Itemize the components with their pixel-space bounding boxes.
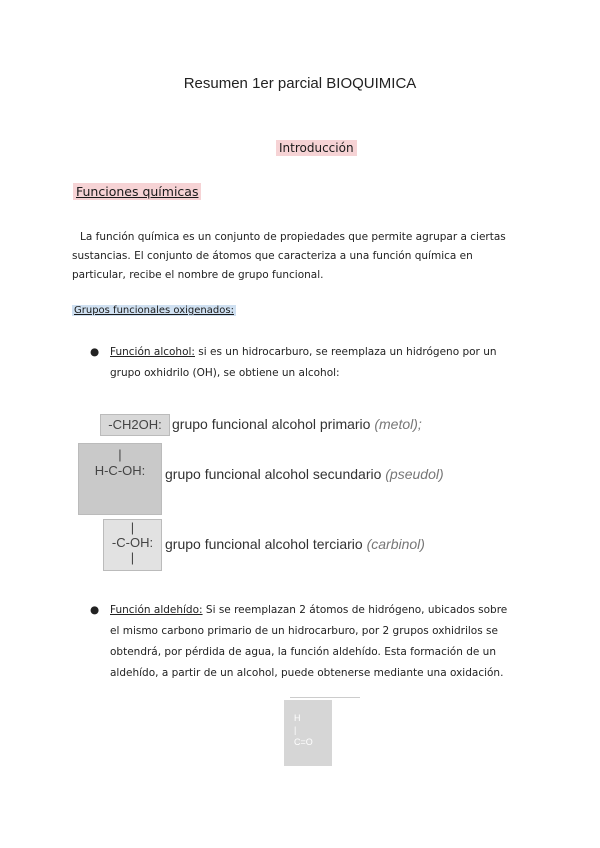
alcohol-label: Función alcohol: bbox=[110, 346, 195, 358]
aldehyde-text-1: Si se reemplazan 2 átomos de hidrógeno, ubicados sobre bbox=[202, 604, 508, 616]
figure-caption-line bbox=[290, 697, 360, 698]
subheading-oxygenated-groups: Grupos funcionales oxigenados: bbox=[74, 305, 234, 316]
caption-tertiary-name: (carbinol) bbox=[366, 536, 425, 552]
alcohol-text-1: si es un hidrocarburo, se reemplaza un hidrógeno por un bbox=[194, 346, 497, 358]
formula-tertiary-main: -C-OH: bbox=[111, 535, 154, 550]
caption-secondary-name: (pseudol) bbox=[385, 466, 444, 482]
aldehyde-figure-h: H bbox=[294, 713, 301, 723]
caption-secondary-text: grupo funcional alcohol secundario bbox=[165, 466, 386, 482]
aldehyde-text-4: aldehído, a partir de un alcohol, puede obtenerse mediante una oxidación. bbox=[110, 667, 504, 679]
aldehyde-figure bbox=[284, 700, 332, 766]
caption-primary-alcohol bbox=[172, 416, 422, 432]
formula-tertiary-alcohol bbox=[103, 519, 162, 571]
page-title: Resumen 1er parcial BIOQUIMICA bbox=[183, 75, 417, 92]
aldehyde-text-2: el mismo carbono primario de un hidrocarburo, por 2 grupos oxhidrilos se bbox=[110, 625, 498, 637]
intro-line-1: La función química es un conjunto de propiedades que permite agrupar a ciertas bbox=[80, 231, 506, 243]
caption-tertiary-text: grupo funcional alcohol terciario bbox=[165, 536, 367, 552]
formula-secondary-alcohol bbox=[78, 443, 162, 515]
intro-heading: Introducción bbox=[276, 140, 357, 156]
bullet-alcohol bbox=[90, 342, 530, 363]
alcohol-text-2: grupo oxhidrilo (OH), se obtiene un alcohol: bbox=[110, 367, 340, 379]
aldehyde-text-3: obtendrá, por pérdida de agua, la función aldehído. Esta formación de un bbox=[110, 646, 496, 658]
aldehyde-label: Función aldehído: bbox=[110, 604, 203, 616]
bullet-dot: ● bbox=[90, 346, 100, 358]
caption-primary-text: grupo funcional alcohol primario bbox=[172, 416, 375, 432]
caption-primary-name: (metol); bbox=[374, 416, 422, 432]
bullet-dot: ● bbox=[90, 604, 100, 616]
intro-line-2: sustancias. El conjunto de átomos que caracteriza a una función química en bbox=[72, 250, 473, 262]
formula-primary-alcohol: -CH2OH: bbox=[100, 414, 170, 436]
bullet-aldehyde bbox=[90, 600, 530, 621]
formula-secondary-bond: | bbox=[118, 447, 122, 462]
formula-tertiary-bond-top: | bbox=[130, 520, 135, 535]
section-heading: Funciones químicas bbox=[73, 183, 201, 200]
aldehyde-figure-co: C=O bbox=[294, 737, 313, 747]
formula-secondary-main: H-C-OH: bbox=[94, 463, 146, 478]
aldehyde-figure-bond: | bbox=[294, 725, 297, 735]
caption-tertiary-alcohol bbox=[165, 536, 425, 552]
formula-tertiary-bond-bottom: | bbox=[130, 550, 135, 565]
intro-line-3: particular, recibe el nombre de grupo funcional. bbox=[72, 269, 324, 281]
caption-secondary-alcohol bbox=[165, 466, 444, 482]
